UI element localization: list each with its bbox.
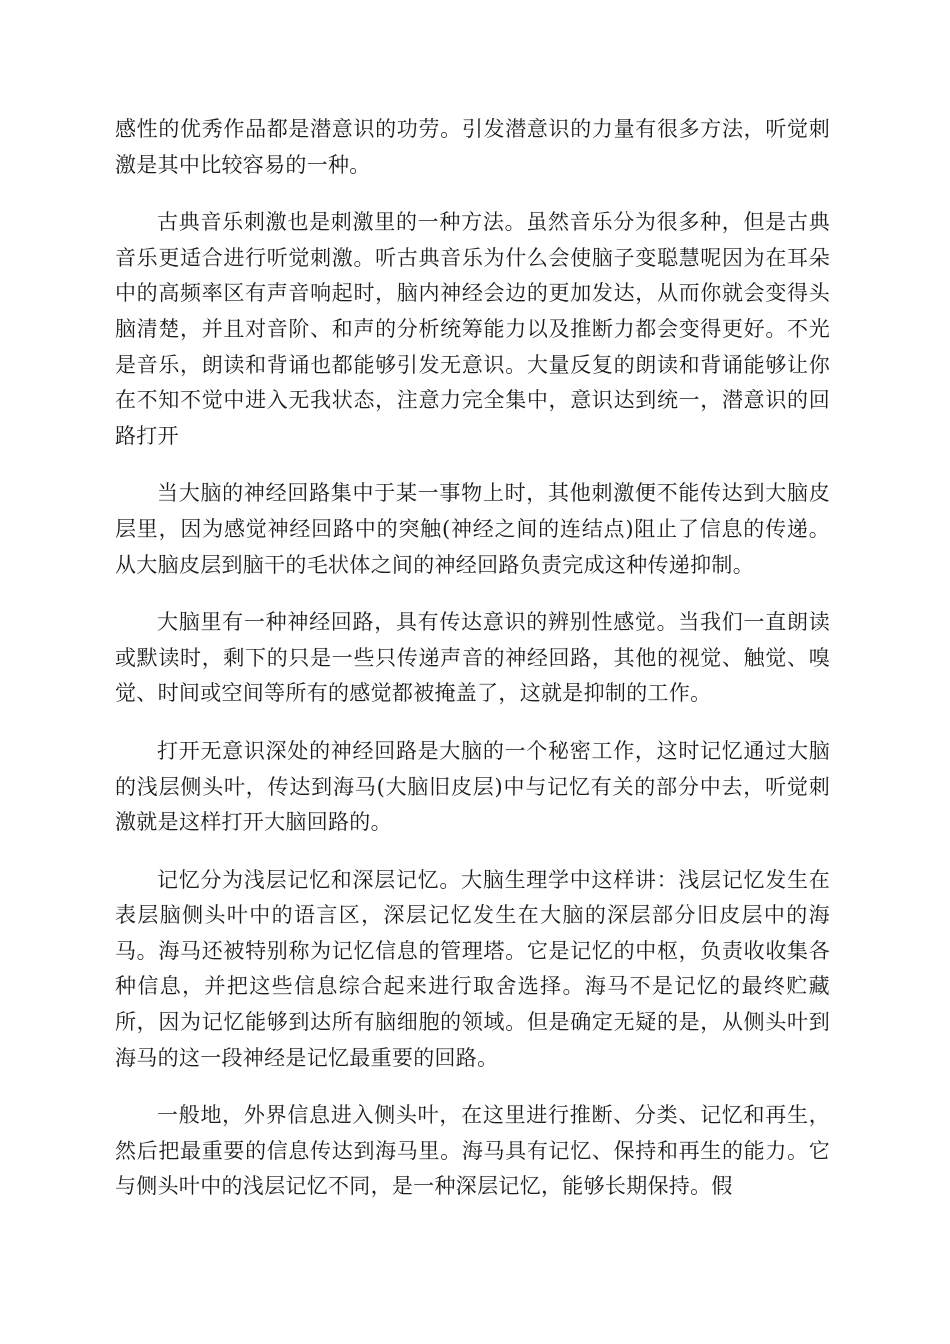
paragraph-classical-music: 古典音乐刺激也是刺激里的一种方法。虽然音乐分为很多种，但是古典音乐更适合进行听觉刺激。听古典音乐为什么会使脑子变聪慧呢因为在耳朵中的高频率区有声音响起时，脑内神经会边的更加发达，从而你就会变得头脑清楚，并且对音阶、和声的分析统筹能力以及推断力都会变得更好。不光是音乐，朗读和背诵也都能够引发无意识。大量反复的朗读和背诵能够让你在不知不觉中进入无我状态，注意力完全集中，意识达到统一，潜意识的回路打开 [115,210,830,448]
paragraph-neural-circuit-focus: 当大脑的神经回路集中于某一事物上时，其他刺激便不能传达到大脑皮层里，因为感觉神经回路中的突触(神经之间的连结点)阻止了信息的传递。从大脑皮层到脑干的毛状体之间的神经回路负责完成这种传递抑制。 [115,481,830,577]
paragraph-unconscious-circuit: 打开无意识深处的神经回路是大脑的一个秘密工作，这时记忆通过大脑的浅层侧头叶，传达到海马(大脑旧皮层)中与记忆有关的部分中去，听觉刺激就是这样打开大脑回路的。 [115,738,830,835]
paragraph-consciousness-circuit: 大脑里有一种神经回路，具有传达意识的辨别性感觉。当我们一直朗读或默读时，剩下的只是一些只传递声音的神经回路，其他的视觉、触觉、嗅觉、时间或空间等所有的感觉都被掩盖了，这就是抑制的工作。 [115,610,830,706]
document-body [115,112,830,1227]
paragraph-information-flow: 一般地，外界信息进入侧头叶，在这里进行推断、分类、记忆和再生，然后把最重要的信息传达到海马里。海马具有记忆、保持和再生的能力。它与侧头叶中的浅层记忆不同，是一种深层记忆，能够长期保持。假 [115,1103,830,1199]
paragraph-continued: 感性的优秀作品都是潜意识的功劳。引发潜意识的力量有很多方法，听觉刺激是其中比较容易的一种。 [115,117,830,177]
paragraph-memory-types: 记忆分为浅层记忆和深层记忆。大脑生理学中这样讲：浅层记忆发生在表层脑侧头叶中的语言区，深层记忆发生在大脑的深层部分旧皮层中的海马。海马还被特别称为记忆信息的管理塔。它是记忆的中枢，负责收收集各种信息，并把这些信息综合起来进行取舍选择。海马不是记忆的最终贮藏所，因为记忆能够到达所有脑细胞的领域。但是确定无疑的是，从侧头叶到海马的这一段神经是记忆最重要的回路。 [115,867,830,1070]
